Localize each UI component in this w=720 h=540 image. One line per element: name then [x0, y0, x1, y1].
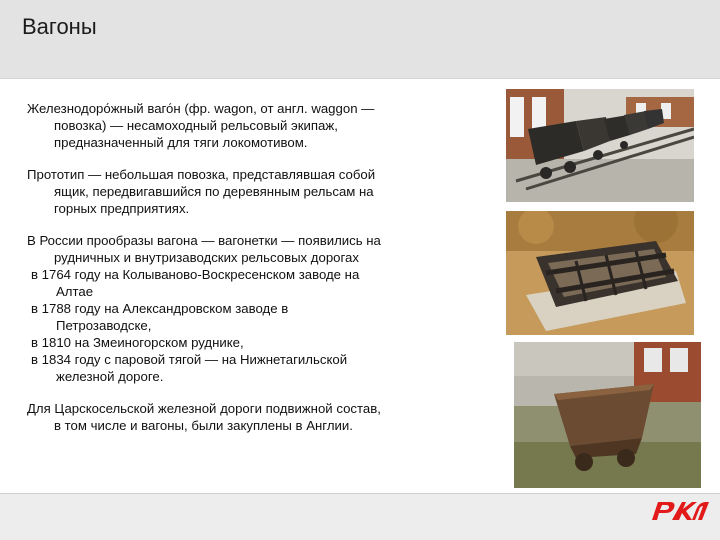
- russia-item-1-line-1: в 1764 году на Колываново-Воскресенском заводе на: [31, 267, 360, 282]
- prototype-line-1: Прототип — небольшая повозка, представлявшая собой: [27, 167, 376, 182]
- tsarskoye-line-2: в том числе и вагоны, были закуплены в Англии.: [54, 418, 353, 433]
- russia-item-3: в 1810 на Змеиногорском руднике,: [31, 335, 244, 350]
- photo-wagon-row: [506, 89, 694, 202]
- photo-wooden-frame: [506, 211, 694, 335]
- russia-intro-1: В России прообразы вагона — вагонетки — появились на: [27, 233, 381, 248]
- russia-intro-2: рудничных и внутризаводских рельсовых дорогах: [54, 250, 359, 265]
- rzd-logo: [648, 496, 710, 522]
- russia-item-2-line-2: Петрозаводске,: [56, 318, 152, 333]
- photo-mine-car: [514, 342, 701, 488]
- slide-body: [27, 100, 497, 449]
- tsarskoye-line-1: Для Царскосельской железной дороги подвижной состав,: [27, 401, 381, 416]
- definition-line-1: Железнодоро́жный ваго́н (фр. wagon, от англ. waggon —: [27, 101, 375, 116]
- definition-paragraph: [27, 100, 497, 151]
- russia-item-4-line-1: в 1834 году с паровой тягой — на Нижнетагильской: [31, 352, 348, 367]
- russia-paragraph: [27, 232, 497, 385]
- prototype-paragraph: [27, 166, 497, 217]
- tsarskoye-paragraph: [27, 400, 497, 434]
- russia-item-4-line-2: железной дороге.: [56, 369, 164, 384]
- russia-item-2-line-1: в 1788 году на Александровском заводе в: [31, 301, 289, 316]
- prototype-line-2: ящик, передвигавшийся по деревянным рельсам на: [54, 184, 374, 199]
- title-divider: [0, 78, 720, 79]
- footer-bar: [0, 494, 720, 540]
- definition-line-3: предназначенный для тяги локомотивом.: [54, 135, 308, 150]
- definition-line-2: повозка) — несамоходный рельсовый экипаж,: [54, 118, 338, 133]
- prototype-line-3: горных предприятиях.: [54, 201, 190, 216]
- russia-item-1-line-2: Алтае: [56, 284, 94, 299]
- slide-title: Вагоны: [22, 14, 97, 39]
- title-bar: [0, 0, 720, 78]
